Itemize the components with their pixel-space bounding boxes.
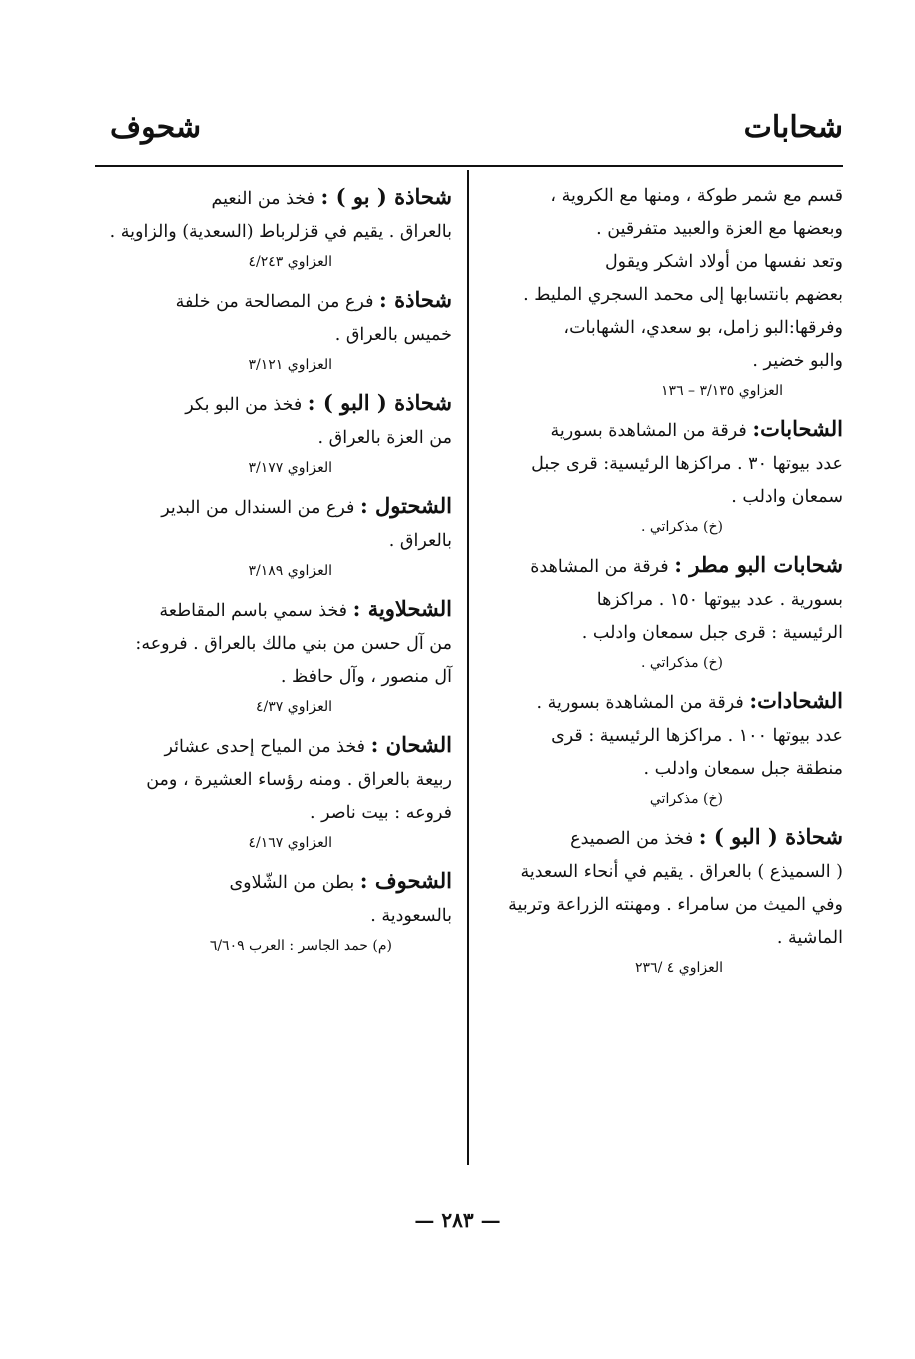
entry-reference: العزاوي ٣/١٣٥ – ١٣٦ [661,383,783,399]
entry-reference: العزاوي ٣/١٧٧ [248,460,332,476]
entry-reference: العزاوي ٤/٢٤٣ [248,254,332,270]
entry [491,548,843,676]
entry-line: فخذ سمي باسم المقاطعة [159,601,348,621]
entry-line: والبو خضير . [752,351,843,371]
entry-line: عدد بيوتها ٣٠ . مراكزها الرئيسية: قرى جبل [531,454,843,474]
entry-term: الشحادات: [749,688,843,713]
column-divider [467,170,469,1165]
entry-first-line [100,728,452,764]
entry-reference: العزاوي ٤/١٦٧ [248,835,332,851]
left-column [100,180,452,967]
entry-line: بعضهم بانتسابها إلى محمد السجري المليط . [523,285,843,305]
entry-line: الماشية . [776,928,843,948]
entry-line: فخذ من الصميدع [570,829,694,849]
entry-line: فخذ من المياح إحدى عشائر [164,737,366,757]
entry-term: شحاذة : [379,287,452,312]
entry-term: الشحتول : [359,493,452,518]
entry-line: سمعان وادلب . [731,487,843,507]
entry-line: فرع من المصالحة من خلفة [175,292,374,312]
entry-line: بالعراق . يقيم في قزلرباط (السعدية) والزاوية . [109,222,452,242]
entry-line: فرقة من المشاهدة [530,557,669,577]
entry-line: فروعه : بيت ناصر . [309,803,452,823]
entry-term: الشحابات: [752,416,843,441]
entry-line: فخذ من البو بكر [185,395,303,415]
entry [491,684,843,812]
entry-first-line [491,684,843,720]
entry-first-line [100,489,452,525]
entry-line: عدد بيوتها ١٠٠ . مراكزها الرئيسية : قرى [551,726,843,746]
entry-line: وتعد نفسها من أولاد اشكر ويقول [604,252,843,272]
right-column [491,180,843,989]
entry-line: فرقة من المشاهدة بسورية [550,421,747,441]
running-head-right: شحابات [743,110,843,145]
entry-reference: العزاوي ٤ /٢٣٦ [635,960,723,976]
entry-first-line [100,283,452,319]
entry-line: آل منصور ، وآل حافظ . [280,667,452,687]
entry [100,728,452,856]
entry-line: منطقة جبل سمعان وادلب . [643,759,843,779]
page-number: — ٢٨٣ — [414,1208,501,1232]
entry [100,864,452,959]
entry-term: الشحوف : [359,868,452,893]
entry [100,283,452,378]
entry-line: من العزة بالعراق . [317,428,452,448]
entry-term: شحابات البو مطر : [674,552,843,577]
entry-term: شحاذة ( البو ) : [698,824,843,849]
entry-line: وبعضها مع العزة والعبيد متفرقين . [596,219,843,239]
entry [100,489,452,584]
entry-line: الرئيسية : قرى جبل سمعان وادلب . [581,623,843,643]
entry-reference: العزاوي ٣/١٢١ [248,357,332,373]
entry-line: بالسعودية . [370,906,452,926]
entry-reference: (م) حمد الجاسر : العرب ٦/٦٠٩ [209,938,392,954]
entry-first-line [491,548,843,584]
entry-line: فرع من السندال من البدير [161,498,355,518]
entry-line: ربيعة بالعراق . ومنه رؤساء العشيرة ، ومن [146,770,452,790]
running-head-left: شحوف [110,110,202,145]
entry-first-line [100,592,452,628]
entry-first-line [100,386,452,422]
entry-line: فخذ من النعيم [211,189,315,209]
entry [491,412,843,540]
entry-reference: (خ) مذكراتي . [640,519,723,535]
entry-first-line [491,820,843,856]
entry-reference: العزاوي ٤/٣٧ [256,699,332,715]
entry-term: شحاذة ( بو ) : [320,184,452,209]
entry [100,592,452,720]
entry-term: الشحان : [370,732,452,757]
header-rule [95,165,843,167]
entry-line: بالعراق . [388,531,452,551]
entry-first-line [100,864,452,900]
entry [100,386,452,481]
entry-line: ( السميذع ) بالعراق . يقيم في أنحاء السعدية [520,862,843,882]
entry [491,820,843,981]
entry-first-line [491,412,843,448]
entry-term: شحاذة ( البو ) : [307,390,452,415]
entry-line: بطن من الشّلاوى [229,873,355,893]
entry-line: من آل حسن من بني مالك بالعراق . فروعه: [135,634,452,654]
entry-line: بسورية . عدد بيوتها ١٥٠ . مراكزها [596,590,843,610]
entry-first-line [100,180,452,216]
entry-line: خميس بالعراق . [334,325,452,345]
entry-line: وفرقها:البو زامل، بو سعدي، الشهابات، [563,318,843,338]
entry [100,180,452,275]
entry-reference: العزاوي ٣/١٨٩ [248,563,332,579]
entry-term: الشحلاوية : [352,596,452,621]
entry-line: قسم مع شمر طوكة ، ومنها مع الكروية ، [550,186,843,206]
entry-reference: (خ) مذكراتي . [640,655,723,671]
entry-line: وفي الميث من سامراء . ومهنته الزراعة وتربية [508,895,843,915]
entry [491,180,843,404]
entry-reference: (خ) مذكراتي [649,791,723,807]
entry-line: فرقة من المشاهدة بسورية . [536,693,744,713]
